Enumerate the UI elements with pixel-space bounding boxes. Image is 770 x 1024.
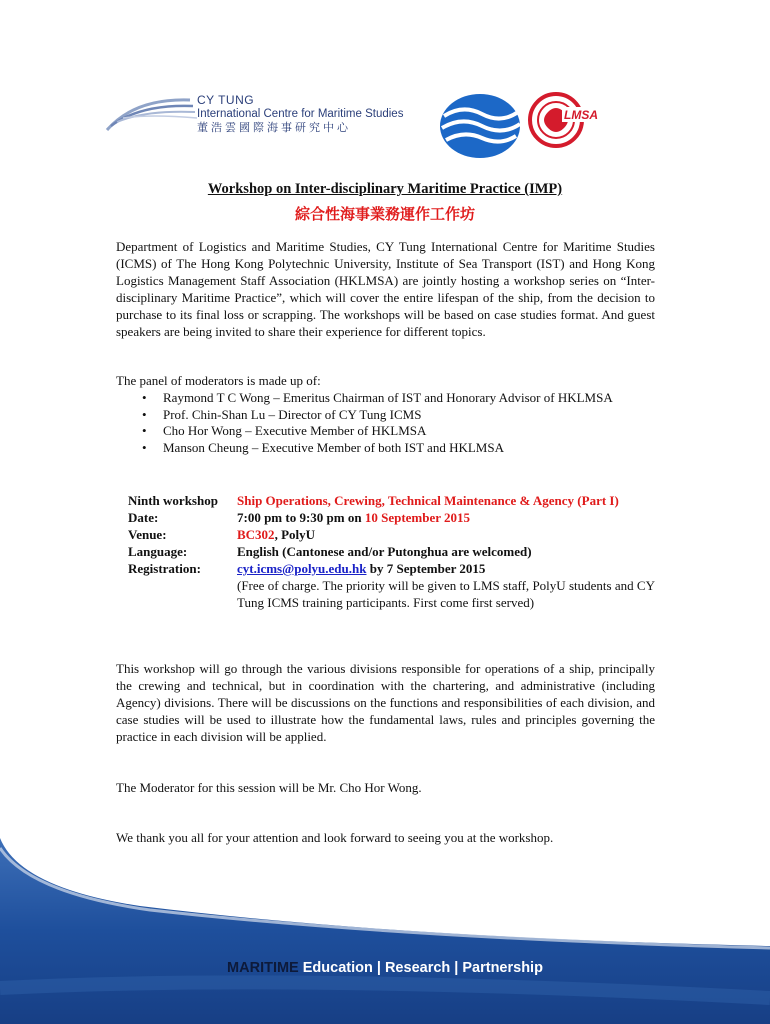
letterhead <box>0 0 770 175</box>
venue-label: Venue: <box>128 527 167 542</box>
registration-row <box>128 560 655 611</box>
bullet-icon: • <box>142 439 147 455</box>
workshop-title: Workshop on Inter-disciplinary Maritime Practice (IMP) <box>207 181 563 197</box>
panel-heading: The panel of moderators is made up of: <box>116 373 321 388</box>
list-item: • Cho Hor Wong – Executive Member of HKLMSA <box>142 423 427 438</box>
language-value: English (Cantonese and/or Putonghua are welcomed) <box>237 544 532 559</box>
workshop-row <box>128 492 655 509</box>
ist-wave-logo-icon <box>438 90 523 160</box>
workshop-label: Ninth workshop <box>128 493 218 508</box>
hklmsa-logo-text <box>562 107 598 122</box>
workshop-topic: Ship Operations, Crewing, Technical Maintenance & Agency (Part I) <box>237 493 619 508</box>
moderator-note: The Moderator for this session will be Mr. Cho Hor Wong. <box>116 780 422 795</box>
venue-rest: , PolyU <box>274 527 316 542</box>
cy-tung-logo <box>105 90 425 150</box>
bullet-icon: • <box>142 406 147 422</box>
bullet-icon: • <box>142 423 147 438</box>
footer-tagline <box>0 960 770 976</box>
org-name: CY TUNG <box>197 93 255 107</box>
workshop-details <box>128 492 655 611</box>
org-chinese-name: 董浩雲國際海事研究中心 <box>197 121 351 134</box>
list-item: • Prof. Chin-Shan Lu – Director of CY Tung ICMS <box>142 406 422 422</box>
org-subtitle: International Centre for Maritime Studies <box>197 108 404 120</box>
registration-label: Registration: <box>128 561 201 576</box>
registration-email-link[interactable]: cyt.icms@polyu.edu.hk <box>237 561 367 576</box>
footer-tagline-text: Education | Research | Partnership <box>298 960 543 976</box>
wave-swoosh-icon <box>105 90 205 150</box>
venue-row <box>128 526 655 543</box>
workshop-title-chinese: 綜合性海事業務運作工作坊 <box>294 205 475 223</box>
date-row <box>128 509 655 526</box>
venue-room: BC302 <box>237 527 275 542</box>
list-item: • Raymond T C Wong – Emeritus Chairman of IST and Honorary Advisor of HKLMSA <box>142 390 613 405</box>
intro-paragraph: Department of Logistics and Maritime Studies, CY Tung International Centre for Maritime Studies (ICMS) of The Hong Kong Polytechnic University, Institute of Sea Transport (IST) and Hong Kong Logistics Management Staff Association (HKLMSA) are jointly hosting a workshop series on “Inter-disciplinary Maritime Practice”, which will cover the entire lifespan of the ship, from the decision to purchase to its final loss or scrapping. The workshops will be based on case studies format. And guest speakers are being invited to share their experience for different topics. <box>116 239 655 339</box>
list-item: • Manson Cheung – Executive Member of both IST and HKLMSA <box>142 439 504 455</box>
date-time: 7:00 pm to 9:30 pm on <box>237 510 365 525</box>
footer-maritime-word: MARITIME <box>227 960 299 976</box>
footer-wave-banner <box>0 838 770 1024</box>
description-paragraph: This workshop will go through the various divisions responsible for operations of a ship, principally the crewing and technical, but in coordination with the chartering, and administrative (including Agency) divisions. There will be discussions on the functions and responsibilities of each division, and case studies will be used to illustrate how the fundamental laws, rules and principles governing the practice in each division will be applied. <box>116 661 655 744</box>
language-label: Language: <box>128 544 188 559</box>
hklmsa-logo <box>526 90 601 155</box>
date-label: Date: <box>128 510 159 525</box>
registration-deadline: by 7 September 2015 <box>366 561 486 576</box>
date-day: 10 September 2015 <box>364 510 471 525</box>
moderator-list <box>116 390 655 456</box>
language-row <box>128 543 655 560</box>
registration-note: (Free of charge. The priority will be given to LMS staff, PolyU students and CY Tung ICMS training participants. First come first served) <box>237 578 655 610</box>
closing-paragraph: We thank you all for your attention and look forward to seeing you at the workshop. <box>116 830 554 845</box>
bullet-icon: • <box>142 390 147 405</box>
svg-text:LMSA: LMSA <box>564 108 598 122</box>
